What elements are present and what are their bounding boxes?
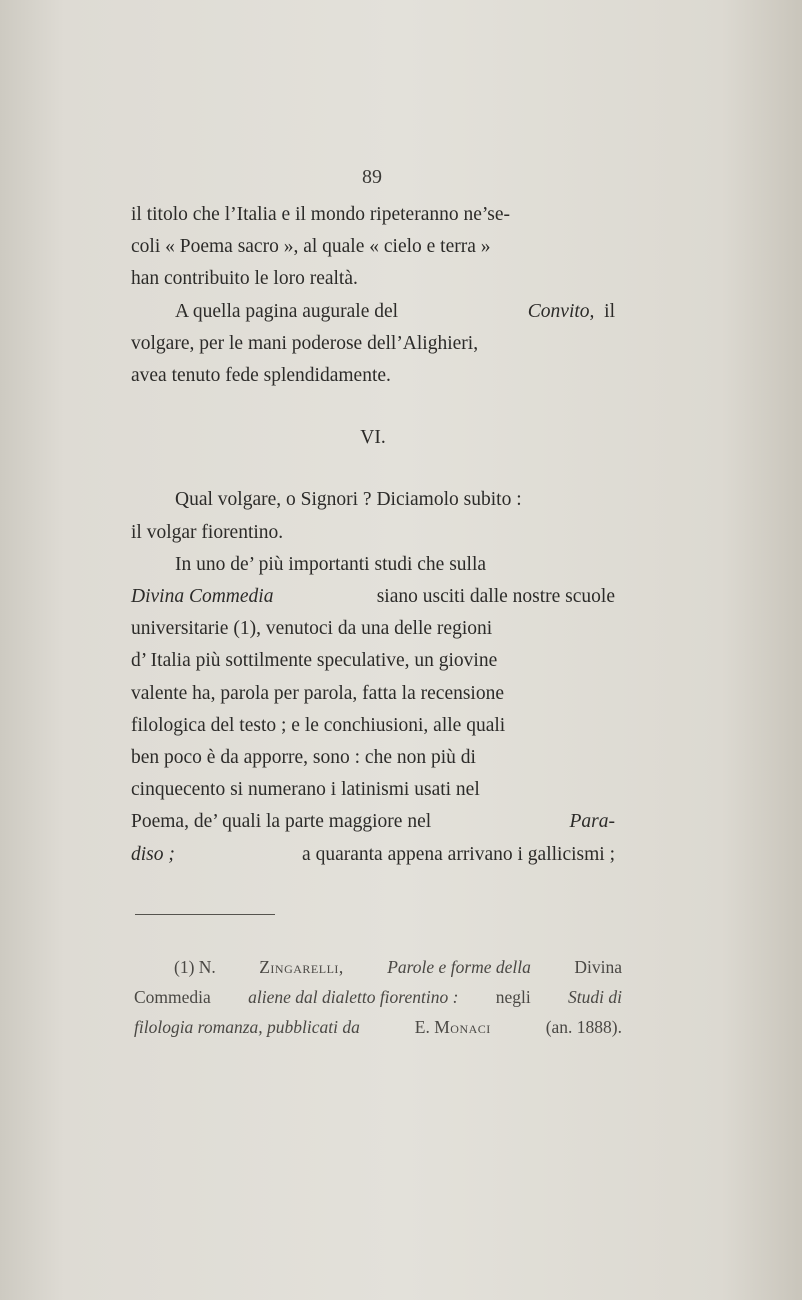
text-line: ben poco è da apporre, sono : che non più di	[131, 747, 476, 769]
footnote-separator	[135, 914, 275, 915]
italic-title: Divina Commedia	[131, 586, 274, 608]
text-line: universitarie (1), venutoci da una delle regioni	[131, 618, 493, 640]
footnote	[134, 952, 622, 1042]
footnote-line: (1) N. Zingarelli, Parole e forme della Divina	[134, 952, 622, 982]
italic-title: diso ;	[131, 843, 175, 865]
text-line: diso ; a quaranta appena arrivano i gallicismi ;	[131, 839, 615, 871]
text-line: han contribuito le loro realtà.	[131, 268, 358, 290]
section-heading: VI.	[360, 427, 386, 449]
paragraph-1	[131, 199, 615, 296]
footnote-author: Zingarelli,	[259, 957, 344, 977]
text-line: Divina Commedia siano usciti dalle nostre scuole	[131, 581, 615, 613]
main-text	[131, 199, 615, 871]
text-line: Poema, de’ quali la parte maggiore nel Para-	[131, 806, 615, 838]
text-line: A quella pagina augurale del Convito, il	[175, 300, 615, 322]
italic-title: Convito,	[527, 300, 595, 322]
footnote-line: filologia romanza, pubblicati da E. Monaci (an. 1888).	[134, 1012, 622, 1042]
text-line: il volgar fiorentino.	[131, 521, 284, 543]
page-number: 89	[362, 166, 382, 188]
paragraph-4	[131, 549, 615, 871]
text-line: filologica del testo ; e le conchiusioni, alle quali	[131, 714, 506, 736]
text-line: In uno de’ più importanti studi che sulla	[175, 553, 487, 575]
text-line: valente ha, parola per parola, fatta la recensione	[131, 682, 505, 704]
italic-title: Para-	[569, 811, 615, 833]
text-line: il titolo che l’Italia e il mondo ripeteranno ne’se-	[131, 204, 511, 225]
text-line: avea tenuto fede splendidamente.	[131, 365, 391, 387]
text-line: coli « Poema sacro », al quale « cielo e terra »	[131, 236, 491, 258]
text-line: Qual volgare, o Signori ? Diciamolo subito :	[175, 489, 522, 511]
text-line: cinquecento si numerano i latinismi usati nel	[131, 779, 480, 801]
text-line: volgare, per le mani poderose dell’Alighieri,	[131, 332, 479, 354]
footnote-line: Commedia aliene dal dialetto fiorentino : negli Studi di	[134, 987, 622, 1007]
text-line: d’ Italia più sottilmente speculative, un giovine	[131, 650, 498, 672]
paragraph-3	[131, 484, 615, 548]
paragraph-2	[131, 296, 615, 393]
footnote-editor: Monaci	[434, 1017, 491, 1037]
